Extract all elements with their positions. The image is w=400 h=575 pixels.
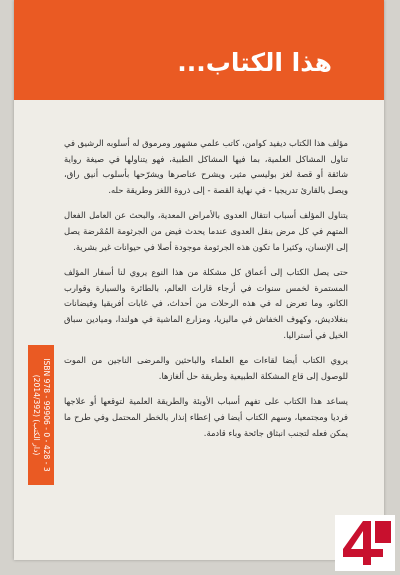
isbn-strip: [28, 345, 54, 485]
cover-header-band: [14, 0, 384, 100]
isbn-registration: (2014/392) (دار الكتب): [32, 374, 41, 456]
book-back-cover: [14, 0, 384, 560]
description-paragraph-3: حتى يصل الكتاب إلى أعماق كل مشكلة من هذا النوع يروي لنا أسفار المؤلف المستمرة لخمس سنوات في أرجاء قارات العالم، بالطائرة والسيارة وقوارب الكانو، وما تعرض له في هذه الرحلات من أحداث، في غابات أفريقيا وفيضانات بنغلاديش، وكهوف الخفاش في ماليزيا، ومزارع الماشية في هولندا، وميادين سباق الخيل في أستراليا.: [64, 267, 348, 340]
book-description: [64, 136, 348, 441]
number-4-logo-icon: [335, 515, 395, 571]
description-paragraph-4: يروي الكتاب أيضا لقاءات مع العلماء والباحثين والمرضى الناجين من الموت للوصول إلى قاع المشكلة الطبيعية وطريقة حل ألغازها.: [64, 355, 348, 381]
cover-title: هذا الكتاب...: [177, 48, 332, 77]
isbn-number: ISBN 978 - 99906 - 0 - 428 - 3: [42, 358, 51, 472]
logo-block: [375, 521, 391, 543]
description-paragraph-2: يتناول المؤلف أسباب انتقال العدوى بالأمراض المعدية، والبحث عن العامل الفعال المتهم في كل مرض بنقل العدوى عندما يحدث فيض من الجرثومة المُمْرضة يصل إلى الإنسان، وكثيرا ما تكون هذه الجرثومة موجودة أصلا في حيوانات غير بشرية.: [64, 210, 348, 252]
description-paragraph-1: مؤلف هذا الكتاب ديفيد كوامن، كاتب علمي مشهور ومرموق له أسلوبه الرشيق في تناول المشاكل العلمية، بما فيها المشاكل الطبية، فهو يتناولها في صيغة رواية شائقة أو قصة لغز بوليسي مثير، ويشرح عناصرها ويشرّحها بأسلوب أنيق راق، ويصل بالقارئ تدريجيا - في نهاية القصة - إلى ذروة اللغز وطريقة حله.: [64, 138, 348, 195]
isbn-label: [31, 358, 51, 471]
description-paragraph-5: يساعد هذا الكتاب على تفهم أسباب الأوبئة والطريقة العلمية لتوقعها أو علاجها فرديا ومجتمعيا، وسهم الكتاب أيضا في إعطاء إنذار بالخطر المحتمل وفي طرح ما يمكن فعله لتجنب انبثاق جائحة وباء قادمة.: [64, 396, 348, 438]
number-4-logo-svg: [335, 515, 395, 571]
